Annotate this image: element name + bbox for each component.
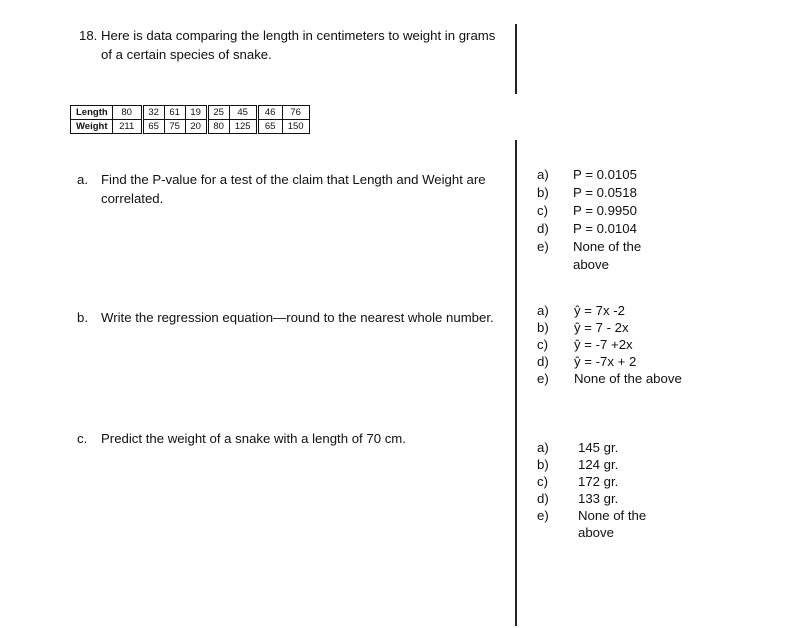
- table-cell: 125: [229, 120, 257, 134]
- choice-c[interactable]: [537, 202, 687, 220]
- choice-text: P = 0.0518: [573, 185, 637, 200]
- table-cell: 80: [112, 106, 142, 120]
- choice-text: ŷ = 7 - 2x: [574, 320, 629, 335]
- choice-text: 145 gr.: [578, 440, 619, 455]
- table-cell: 25: [207, 106, 229, 120]
- row-label-weight: Weight: [71, 120, 113, 134]
- choice-letter: e): [537, 371, 549, 386]
- table-cell: 211: [112, 120, 142, 134]
- choice-text: ŷ = -7x + 2: [574, 354, 637, 369]
- choice-d[interactable]: [537, 353, 697, 370]
- part-a-text-line1: Find the P-value for a test of the claim that Length and Weight are: [101, 172, 486, 187]
- choice-text: P = 0.0105: [573, 167, 637, 182]
- choice-c[interactable]: [537, 336, 697, 353]
- choice-d[interactable]: [537, 220, 687, 238]
- table-cell: 45: [229, 106, 257, 120]
- choice-b[interactable]: [537, 184, 687, 202]
- choice-e-continued: [537, 256, 687, 274]
- choice-text: above: [578, 525, 614, 540]
- choice-text: ŷ = 7x -2: [574, 303, 625, 318]
- question-number: 18.: [79, 28, 98, 43]
- table-cell: 19: [185, 106, 207, 120]
- choice-letter: c): [537, 203, 548, 218]
- choice-text: None of the: [578, 508, 647, 523]
- part-a-choices: [537, 166, 687, 274]
- choice-text: None of the: [573, 239, 642, 254]
- part-b-label: b.: [77, 310, 88, 325]
- choice-a[interactable]: [537, 302, 697, 319]
- choice-e[interactable]: [537, 238, 687, 256]
- table-cell: 80: [207, 120, 229, 134]
- choice-letter: b): [537, 320, 549, 335]
- choice-letter: e): [537, 508, 549, 523]
- choice-letter: d): [537, 221, 549, 236]
- table-row-length: [71, 106, 310, 120]
- choice-b[interactable]: [537, 319, 697, 336]
- choice-text: ŷ = -7 +2x: [574, 337, 633, 352]
- choice-b[interactable]: [537, 456, 687, 473]
- data-table: [70, 105, 310, 134]
- choice-letter: c): [537, 474, 548, 489]
- choice-e-continued: [537, 524, 687, 541]
- part-c-label: c.: [77, 431, 88, 446]
- choice-a[interactable]: [537, 439, 687, 456]
- choice-letter: c): [537, 337, 548, 352]
- part-a: [77, 170, 507, 210]
- choice-c[interactable]: [537, 473, 687, 490]
- choice-letter: b): [537, 185, 549, 200]
- divider-main: [515, 140, 517, 626]
- table-cell: 61: [164, 106, 185, 120]
- choice-letter: e): [537, 239, 549, 254]
- choice-d[interactable]: [537, 490, 687, 507]
- choice-letter: d): [537, 491, 549, 506]
- table-cell: 65: [142, 120, 164, 134]
- choice-letter: a): [537, 303, 549, 318]
- question-text-line1: Here is data comparing the length in centimeters to weight in grams: [101, 28, 496, 43]
- table-row-weight: [71, 120, 310, 134]
- choice-text: above: [573, 257, 609, 272]
- table-cell: 76: [282, 106, 309, 120]
- part-a-text-line2: correlated.: [101, 191, 164, 206]
- choice-e[interactable]: [537, 370, 697, 387]
- choice-e[interactable]: [537, 507, 687, 524]
- choice-letter: a): [537, 440, 549, 455]
- choice-text: 124 gr.: [578, 457, 619, 472]
- table-cell: 32: [142, 106, 164, 120]
- table-cell: 75: [164, 120, 185, 134]
- choice-letter: a): [537, 167, 549, 182]
- part-c-text-line1: Predict the weight of a snake with a length of 70 cm.: [101, 431, 406, 446]
- choice-letter: d): [537, 354, 549, 369]
- part-b-choices: [537, 302, 697, 387]
- part-c: [77, 429, 507, 449]
- part-c-choices: [537, 439, 687, 541]
- table-cell: 46: [257, 106, 282, 120]
- table-cell: 20: [185, 120, 207, 134]
- choice-text: 172 gr.: [578, 474, 619, 489]
- choice-text: P = 0.9950: [573, 203, 637, 218]
- part-b: [77, 308, 512, 328]
- choice-text: 133 gr.: [578, 491, 619, 506]
- choice-text: P = 0.0104: [573, 221, 637, 236]
- table-cell: 150: [282, 120, 309, 134]
- choice-letter: b): [537, 457, 549, 472]
- choice-a[interactable]: [537, 166, 687, 184]
- part-a-label: a.: [77, 172, 88, 187]
- divider-top: [515, 24, 517, 94]
- row-label-length: Length: [71, 106, 113, 120]
- choice-text: None of the above: [574, 371, 682, 386]
- part-b-text-line1: Write the regression equation—round to the nearest whole number.: [101, 310, 494, 325]
- question-text-line2: of a certain species of snake.: [101, 47, 272, 62]
- table-cell: 65: [257, 120, 282, 134]
